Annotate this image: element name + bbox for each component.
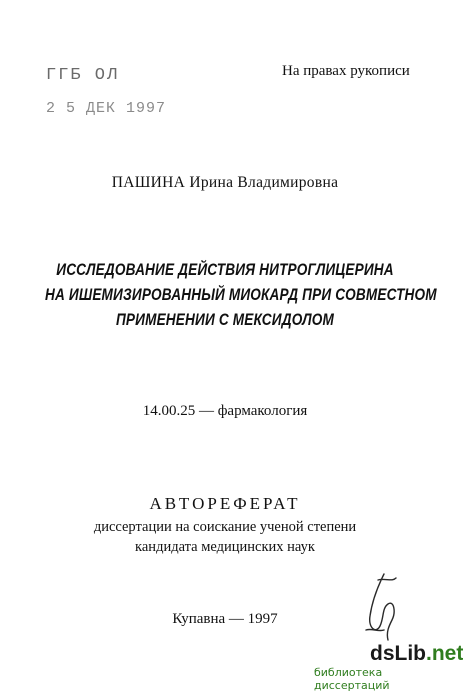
title-line: НА ИШЕМИЗИРОВАННЫЙ МИОКАРД ПРИ СОВМЕСТНОМ <box>45 285 437 304</box>
title-line: ПРИМЕНЕНИИ С МЕКСИДОЛОМ <box>115 310 335 329</box>
degree-line: кандидата медицинских наук <box>135 539 315 555</box>
logo-accent-text: .net <box>426 642 463 665</box>
title-line: ИССЛЕДОВАНИЕ ДЕЙСТВИЯ НИТРОГЛИЦЕРИНА <box>56 260 394 279</box>
library-stamp-code: ГГБ ОЛ <box>46 66 120 85</box>
specialty-code: 14.00.25 — фармакология <box>142 403 308 419</box>
library-stamp-date: 2 5 ДЕК 1997 <box>46 100 167 117</box>
logo-tagline: библиотека диссертаций <box>314 666 390 692</box>
place-and-year: Купавна — 1997 <box>172 611 278 627</box>
dslib-logo <box>370 642 463 666</box>
author-name: ПАШИНА Ирина Владимировна <box>111 174 339 191</box>
document-type: АВТОРЕФЕРАТ <box>149 494 301 513</box>
rights-notice: На правах рукописи <box>282 63 410 79</box>
logo-main-text: dsLib <box>370 642 426 665</box>
degree-line: диссертации на соискание ученой степени <box>93 519 357 535</box>
